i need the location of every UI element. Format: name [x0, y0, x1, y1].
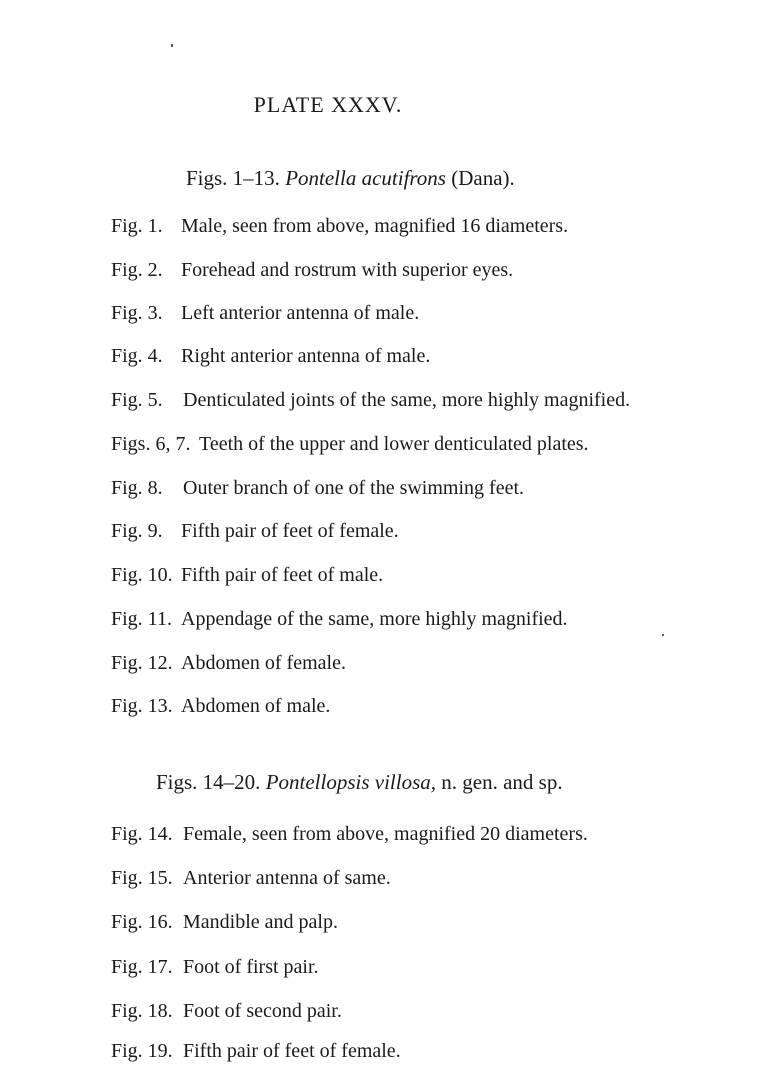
figure-number: Fig. 18.: [111, 1000, 173, 1022]
figure-description: Appendage of the same, more highly magnified.: [181, 608, 568, 630]
figure-number: Fig. 15.: [111, 867, 173, 889]
figure-description: Mandible and palp.: [183, 911, 338, 933]
species-authority: n. gen. and sp.: [441, 770, 563, 794]
species-name: Pontella acutifrons: [285, 166, 446, 190]
figure-description: Fifth pair of feet of female.: [181, 520, 399, 542]
figure-description: Female, seen from above, magnified 20 diameters.: [183, 823, 588, 845]
figure-entry: [111, 474, 524, 502]
figure-description: Abdomen of female.: [181, 652, 346, 674]
figure-number: Fig. 1.: [111, 215, 163, 237]
figure-description: Teeth of the upper and lower denticulated plates.: [199, 433, 589, 455]
figure-entry: [111, 342, 430, 370]
figure-description: Abdomen of male.: [181, 695, 331, 717]
section-heading: [186, 166, 515, 191]
figure-description: Forehead and rostrum with superior eyes.: [181, 259, 514, 281]
figure-entry: [111, 605, 568, 633]
figure-entry: [111, 212, 568, 240]
figure-description: Denticulated joints of the same, more highly magnified.: [183, 389, 631, 411]
figure-number: Fig. 10.: [111, 564, 173, 586]
figure-entry: [111, 908, 338, 936]
figure-number: Fig. 8.: [111, 477, 163, 499]
figure-entry: [111, 561, 383, 589]
figure-description: Foot of first pair.: [183, 956, 319, 978]
section-heading: [156, 770, 563, 795]
figure-entry: [111, 997, 342, 1025]
figure-entry: [111, 256, 513, 284]
figure-entry: [111, 517, 399, 545]
figure-number: Fig. 5.: [111, 389, 163, 411]
figure-entry: [111, 386, 630, 414]
figure-number: Fig. 9.: [111, 520, 163, 542]
figure-description: Outer branch of one of the swimming feet.: [183, 477, 525, 499]
figure-description: Left anterior antenna of male.: [181, 302, 420, 324]
figure-entry: [111, 1037, 401, 1065]
figure-number: Fig. 17.: [111, 956, 173, 978]
figure-entry: [111, 820, 588, 848]
species-name: Pontellopsis villosa,: [265, 770, 437, 794]
figure-description: Right anterior antenna of male.: [181, 345, 431, 367]
figure-description: Fifth pair of feet of female.: [183, 1040, 401, 1062]
species-authority: (Dana).: [451, 166, 515, 190]
figure-number: Fig. 11.: [111, 608, 172, 630]
figure-number: Figs. 6, 7.: [111, 433, 191, 455]
figure-description: Foot of second pair.: [183, 1000, 342, 1022]
figure-entry: [111, 299, 419, 327]
figs-range: Figs. 1–13.: [186, 166, 280, 190]
ink-speck: [171, 44, 173, 47]
figure-number: Fig. 16.: [111, 911, 173, 933]
figs-range: Figs. 14–20.: [156, 770, 261, 794]
figure-description: Fifth pair of feet of male.: [181, 564, 384, 586]
figure-number: Fig. 3.: [111, 302, 163, 324]
figure-number: Fig. 19.: [111, 1040, 173, 1062]
figure-entry: [111, 430, 589, 458]
ink-speck: [662, 634, 664, 636]
figure-description: Male, seen from above, magnified 16 diameters.: [181, 215, 569, 237]
figure-description: Anterior antenna of same.: [183, 867, 391, 889]
figure-number: Fig. 14.: [111, 823, 173, 845]
plate-title: PLATE XXXV.: [253, 92, 403, 117]
figure-number: Fig. 12.: [111, 652, 173, 674]
figure-number: Fig. 13.: [111, 695, 173, 717]
figure-entry: [111, 649, 346, 677]
figure-entry: [111, 864, 391, 892]
figure-entry: [111, 953, 319, 981]
figure-entry: [111, 692, 330, 720]
figure-number: Fig. 4.: [111, 345, 163, 367]
figure-number: Fig. 2.: [111, 259, 163, 281]
